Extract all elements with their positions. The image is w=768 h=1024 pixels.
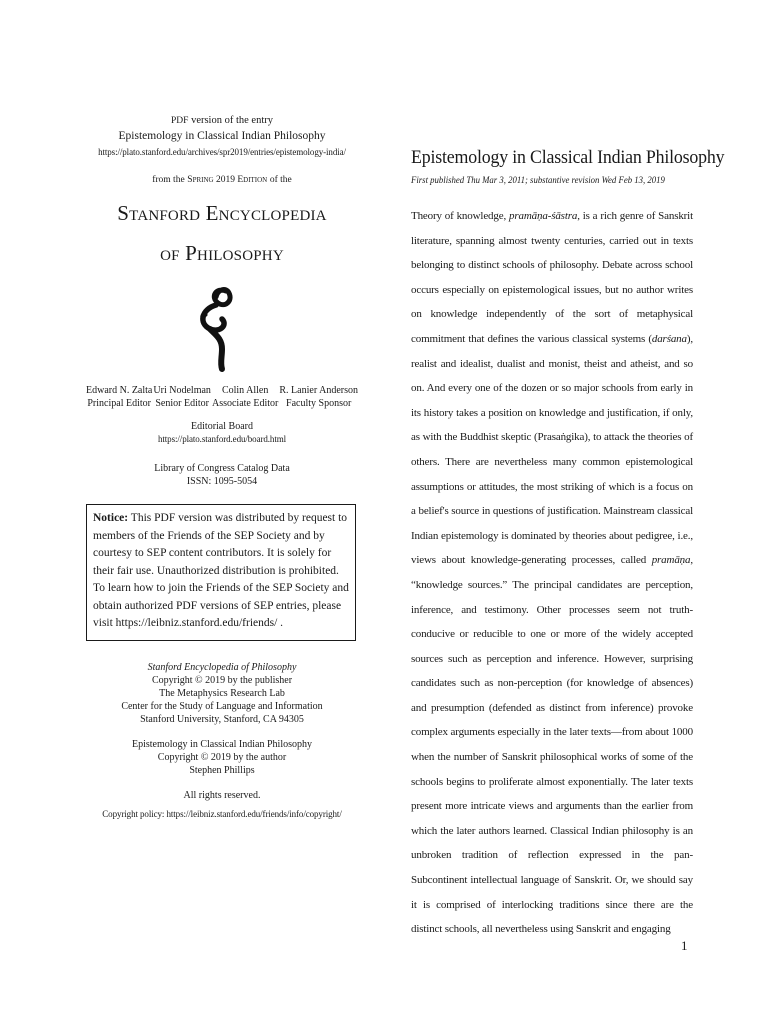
body-part-2: , is a rich genre of Sanskrit literature, spanning almost twenty centuries, carried out in texts belonging to distinct schools of philosophy. Debate across school occurs especially on epistemological issues, but no author writes on knowledge independently of the sort of metaphysical commitment that defines the various classical systems ( — [411, 210, 693, 345]
copyright-policy[interactable]: Copyright policy: https://leibniz.stanford.edu/friends/info/copyright/ — [102, 808, 342, 819]
edition-line — [86, 173, 358, 187]
edition-name: Spring 2019 Edition — [187, 175, 268, 185]
editor-role: Principal Editor — [87, 398, 151, 409]
credit-university: Stanford University, Stanford, CA 94305 — [140, 713, 304, 725]
board-label: Editorial Board — [191, 421, 253, 432]
notice-text: This PDF version was distributed by request to members of the Friends of the SEP Society and by courtesy to SEP content contributors. It is solely for their fair use. Unauthorized distribution is prohibited. To learn how to join the Friends of the SEP Society and obtain authorized PDF versions of SEP entries, please visit https://leibniz.stanford.edu/friends/ . — [93, 512, 349, 629]
encyclopedia-title-line2: of Philosophy — [160, 241, 284, 265]
edition-prefix: from the — [152, 175, 185, 185]
editor-anderson — [279, 384, 358, 410]
cover-entry-title: Epistemology in Classical Indian Philosophy — [118, 130, 326, 142]
editor-nodelman — [153, 384, 211, 410]
body-part-4: , “knowledge sources.” The principal candidates are perception, inference, and testimony. Other processes seem not truth-conducive or reducible to one or more of the widely accepted sources such as perception and inference. However, surprising candidates such as non-perception (for knowledge of absences) and presumption (defended as distinct from inference) provoke complex arguments especially in the later texts—from about 1000 when the number of Sanskrit philosophical works of some of the schools begins to proliferate almost exponentially. The later texts present more intricate views and arguments than the earlier from which the later authors learned. Classical Indian philosophy is an unbroken tradition of reflection expressed in the pan-Subcontinent intellectual language of Sanskrit. Or, we should say it is comprised of interlocking traditions since there are the distinct schools, all nevertheless using Sanskrit and engaging — [411, 554, 693, 936]
credit-author: Stephen Phillips — [189, 764, 255, 776]
author-credits — [86, 738, 358, 777]
rights-block — [86, 789, 358, 821]
credit-copyright-author: Copyright © 2019 by the author — [157, 751, 287, 763]
board-url[interactable]: https://plato.stanford.edu/board.html — [157, 434, 287, 444]
publisher-credits — [86, 661, 358, 726]
term-darsana: darśana — [651, 332, 687, 345]
editor-allen — [212, 384, 278, 410]
sep-logo-icon — [192, 283, 252, 373]
body-part-1: Theory of knowledge, — [411, 210, 510, 222]
editor-name: R. Lanier Anderson — [279, 385, 358, 396]
entry-url[interactable]: https://plato.stanford.edu/archives/spr2019/entries/epistemology-india/ — [98, 147, 346, 157]
credit-lab: The Metaphysics Research Lab — [159, 687, 285, 699]
pdf-label: PDF — [171, 116, 189, 126]
cover-column — [86, 114, 358, 821]
pdf-version-line — [86, 114, 358, 128]
editors-list — [86, 384, 358, 410]
entry-column — [411, 146, 725, 953]
term-pramana-sastra: pramāṇa-śāstra — [509, 210, 578, 222]
catalog-block — [86, 462, 358, 488]
editor-zalta — [86, 384, 152, 410]
editorial-board-block — [86, 420, 358, 446]
editor-role: Associate Editor — [211, 398, 279, 409]
pdf-version-text: version of the entry — [191, 115, 273, 126]
credit-copyright-publisher: Copyright © 2019 by the publisher — [151, 674, 293, 686]
credit-publication: Stanford Encyclopedia of Philosophy — [147, 661, 297, 673]
editor-role: Senior Editor — [155, 398, 209, 409]
entry-title: Epistemology in Classical Indian Philosophy — [411, 147, 725, 168]
issn: ISSN: 1095-5054 — [186, 476, 258, 487]
loc-label: Library of Congress Catalog Data — [154, 463, 290, 474]
editor-name: Edward N. Zalta — [86, 385, 153, 396]
editor-name: Colin Allen — [221, 385, 269, 396]
publication-dates: First published Thu Mar 3, 2011; substantive revision Wed Feb 13, 2019 — [411, 176, 665, 186]
notice-label: Notice: — [93, 512, 129, 524]
page-number: 1 — [681, 938, 688, 953]
credit-center: Center for the Study of Language and Information — [121, 700, 323, 712]
editor-name: Uri Nodelman — [153, 385, 211, 396]
body-part-3: ), realist and idealist, dualist and monist, theist and atheist, and so on. And every one of the dozen or so major schools from early in its history takes a position on knowledge and justification, if only, as with the Buddhist skeptic (Prasaṅgika), to attack the theories of others. There are nevertheless many common epistemological assumptions or attitudes, the most striking of which is a focus on a belief's source in questions of justification. Mainstream classical Indian epistemology is dominated by theories about pedigree, i.e., views about knowledge-generating processes, called — [411, 332, 693, 567]
credit-entry-title: Epistemology in Classical Indian Philosophy — [132, 738, 312, 750]
notice-box — [86, 504, 356, 641]
entry-body — [411, 204, 693, 942]
term-pramana: pramāṇa — [651, 554, 691, 567]
encyclopedia-title — [86, 193, 358, 273]
encyclopedia-title-line1: Stanford Encyclopedia — [117, 201, 327, 225]
edition-suffix: of the — [269, 175, 292, 185]
rights-text: All rights reserved. — [183, 789, 261, 801]
editor-role: Faculty Sponsor — [286, 398, 352, 409]
